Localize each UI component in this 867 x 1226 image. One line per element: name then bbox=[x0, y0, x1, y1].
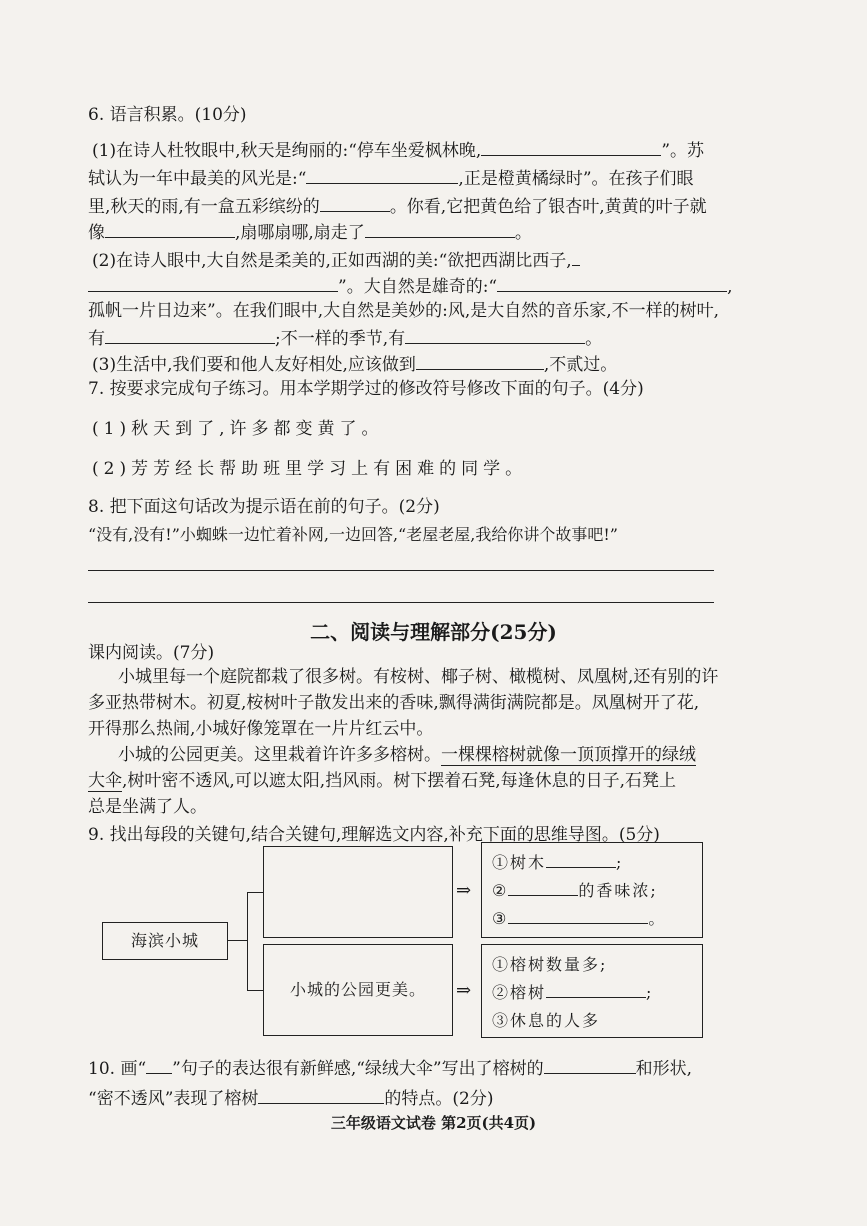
detail-2-item-2: ②榕树 ; bbox=[492, 978, 653, 1008]
q6-blank-4[interactable] bbox=[105, 220, 235, 238]
mindmap-branch-line bbox=[247, 892, 248, 990]
double-arrow-icon: ⇒ bbox=[456, 980, 472, 1001]
q6-blank-5[interactable] bbox=[365, 220, 515, 238]
q10-underline-sample bbox=[146, 1056, 172, 1074]
q6-blank-8[interactable] bbox=[105, 326, 275, 344]
q10-blank-1[interactable] bbox=[544, 1056, 636, 1074]
section-2-subtitle: 课内阅读。(7分) bbox=[88, 643, 215, 663]
detail-blank-2[interactable] bbox=[508, 878, 578, 896]
q6-blank-1[interactable] bbox=[481, 138, 661, 156]
mindmap-connector bbox=[228, 940, 248, 941]
mindmap-root-label: 海滨小城 bbox=[130, 931, 199, 950]
passage-p1-line2: 多亚热带树木。初夏,桉树叶子散发出来的香味,飘得满街满院都是。凤凰树开了花, bbox=[88, 693, 700, 713]
q6-line5: (2)在诗人眼中,大自然是柔美的,正如西湖的美:“欲把西湖比西子, bbox=[92, 248, 580, 272]
q8-sentence: “没有,没有!”小蜘蛛一边忙着补网,一边回答,“老屋老屋,我给你讲个故事吧!” bbox=[88, 525, 618, 544]
q6-blank-9[interactable] bbox=[405, 326, 585, 344]
q6-line9: (3)生活中,我们要和他人友好相处,应该做到 ,不贰过。 bbox=[92, 352, 617, 376]
passage-p2-line2: 大伞,树叶密不透风,可以遮太阳,挡风雨。树下摆着石凳,每逢休息的日子,石凳上 bbox=[88, 771, 677, 791]
key-sentence-2-label: 小城的公园更美。 bbox=[289, 980, 426, 999]
underlined-sentence-part1: 一棵棵榕树就像一顶顶撑开的绿绒 bbox=[441, 745, 696, 765]
page-footer: 三年级语文试卷 第2页(共4页) bbox=[330, 1114, 537, 1132]
q6-line3: 里,秋天的雨,有一盒五彩缤纷的 。你看,它把黄色给了银杏叶,黄黄的叶子就 bbox=[88, 194, 707, 218]
q6-blank-6[interactable] bbox=[88, 274, 338, 292]
q10-line1: 10. 画“ ”句子的表达很有新鲜感,“绿绒大伞”写出了榕树的 和形状, bbox=[88, 1056, 692, 1080]
double-arrow-icon: ⇒ bbox=[456, 880, 472, 901]
q6-line1: (1)在诗人杜牧眼中,秋天是绚丽的:“停车坐爱枫林晚, ”。苏 bbox=[92, 138, 704, 162]
passage-p2-line3: 总是坐满了人。 bbox=[88, 797, 207, 817]
underlined-sentence-part2: 大伞 bbox=[88, 771, 122, 791]
q6-line8: 有 ;不一样的季节,有 。 bbox=[88, 326, 602, 350]
q6-line4: 像 ,扇哪扇哪,扇走了 。 bbox=[88, 220, 532, 244]
q6-blank-10[interactable] bbox=[416, 352, 544, 370]
q6-blank-3[interactable] bbox=[320, 194, 390, 212]
mindmap-branch-bottom bbox=[247, 990, 263, 991]
q6-title: 6. 语言积累。(10分) bbox=[88, 105, 247, 125]
passage-p1-line1: 小城里每一个庭院都栽了很多树。有桉树、椰子树、橄榄树、凤凰树,还有别的许 bbox=[118, 667, 719, 687]
q7-sentence-2[interactable]: (2)芳芳经长帮助班里学习上有困难的同学。 bbox=[92, 459, 528, 479]
q6-line7: 孤帆一片日边来”。在我们眼中,大自然是美妙的:风,是大自然的音乐家,不一样的树叶, bbox=[88, 301, 720, 321]
detail-1-item-2: ② 的香味浓; bbox=[492, 876, 658, 906]
detail-blank-4[interactable] bbox=[546, 980, 646, 998]
mindmap-branch-top bbox=[247, 892, 263, 893]
detail-1-item-1: ①树木 ; bbox=[492, 848, 623, 878]
q7-sentence-1[interactable]: (1)秋天到了,许多都变黄了。 bbox=[92, 419, 384, 439]
detail-blank-1[interactable] bbox=[546, 850, 616, 868]
detail-1-item-3: ③ 。 bbox=[492, 904, 666, 934]
q8-title: 8. 把下面这句话改为提示语在前的句子。(2分) bbox=[88, 497, 440, 517]
passage-p1-line3: 开得那么热闹,小城好像笼罩在一片片红云中。 bbox=[88, 719, 434, 739]
detail-2-item-1: ①榕树数量多; bbox=[492, 955, 608, 974]
q8-answer-line-1[interactable] bbox=[88, 570, 714, 571]
q8-answer-line-2[interactable] bbox=[88, 602, 714, 603]
q6-blank-2[interactable] bbox=[306, 166, 458, 184]
q6-blank-6a[interactable] bbox=[572, 248, 580, 266]
detail-2-item-3: ③休息的人多 bbox=[492, 1011, 601, 1030]
key-sentence-box-1[interactable] bbox=[263, 846, 453, 938]
q6-line2: 轼认为一年中最美的风光是:“ ,正是橙黄橘绿时”。在孩子们眼 bbox=[88, 166, 694, 190]
section-2-title: 二、阅读与理解部分(25分) bbox=[310, 620, 557, 644]
q6-line6: ”。大自然是雄奇的:“ , bbox=[88, 274, 733, 298]
passage-p2-line1: 小城的公园更美。这里栽着许许多多榕树。一棵棵榕树就像一顶顶撑开的绿绒 bbox=[118, 745, 696, 765]
q10-line2: “密不透风”表现了榕树 的特点。(2分) bbox=[88, 1086, 493, 1110]
detail-blank-3[interactable] bbox=[508, 906, 648, 924]
q10-blank-2[interactable] bbox=[258, 1086, 384, 1104]
q9-title: 9. 找出每段的关键句,结合关键句,理解选文内容,补充下面的思维导图。(5分) bbox=[88, 825, 660, 845]
q6-blank-7[interactable] bbox=[497, 274, 727, 292]
q7-title: 7. 按要求完成句子练习。用本学期学过的修改符号修改下面的句子。(4分) bbox=[88, 379, 644, 399]
